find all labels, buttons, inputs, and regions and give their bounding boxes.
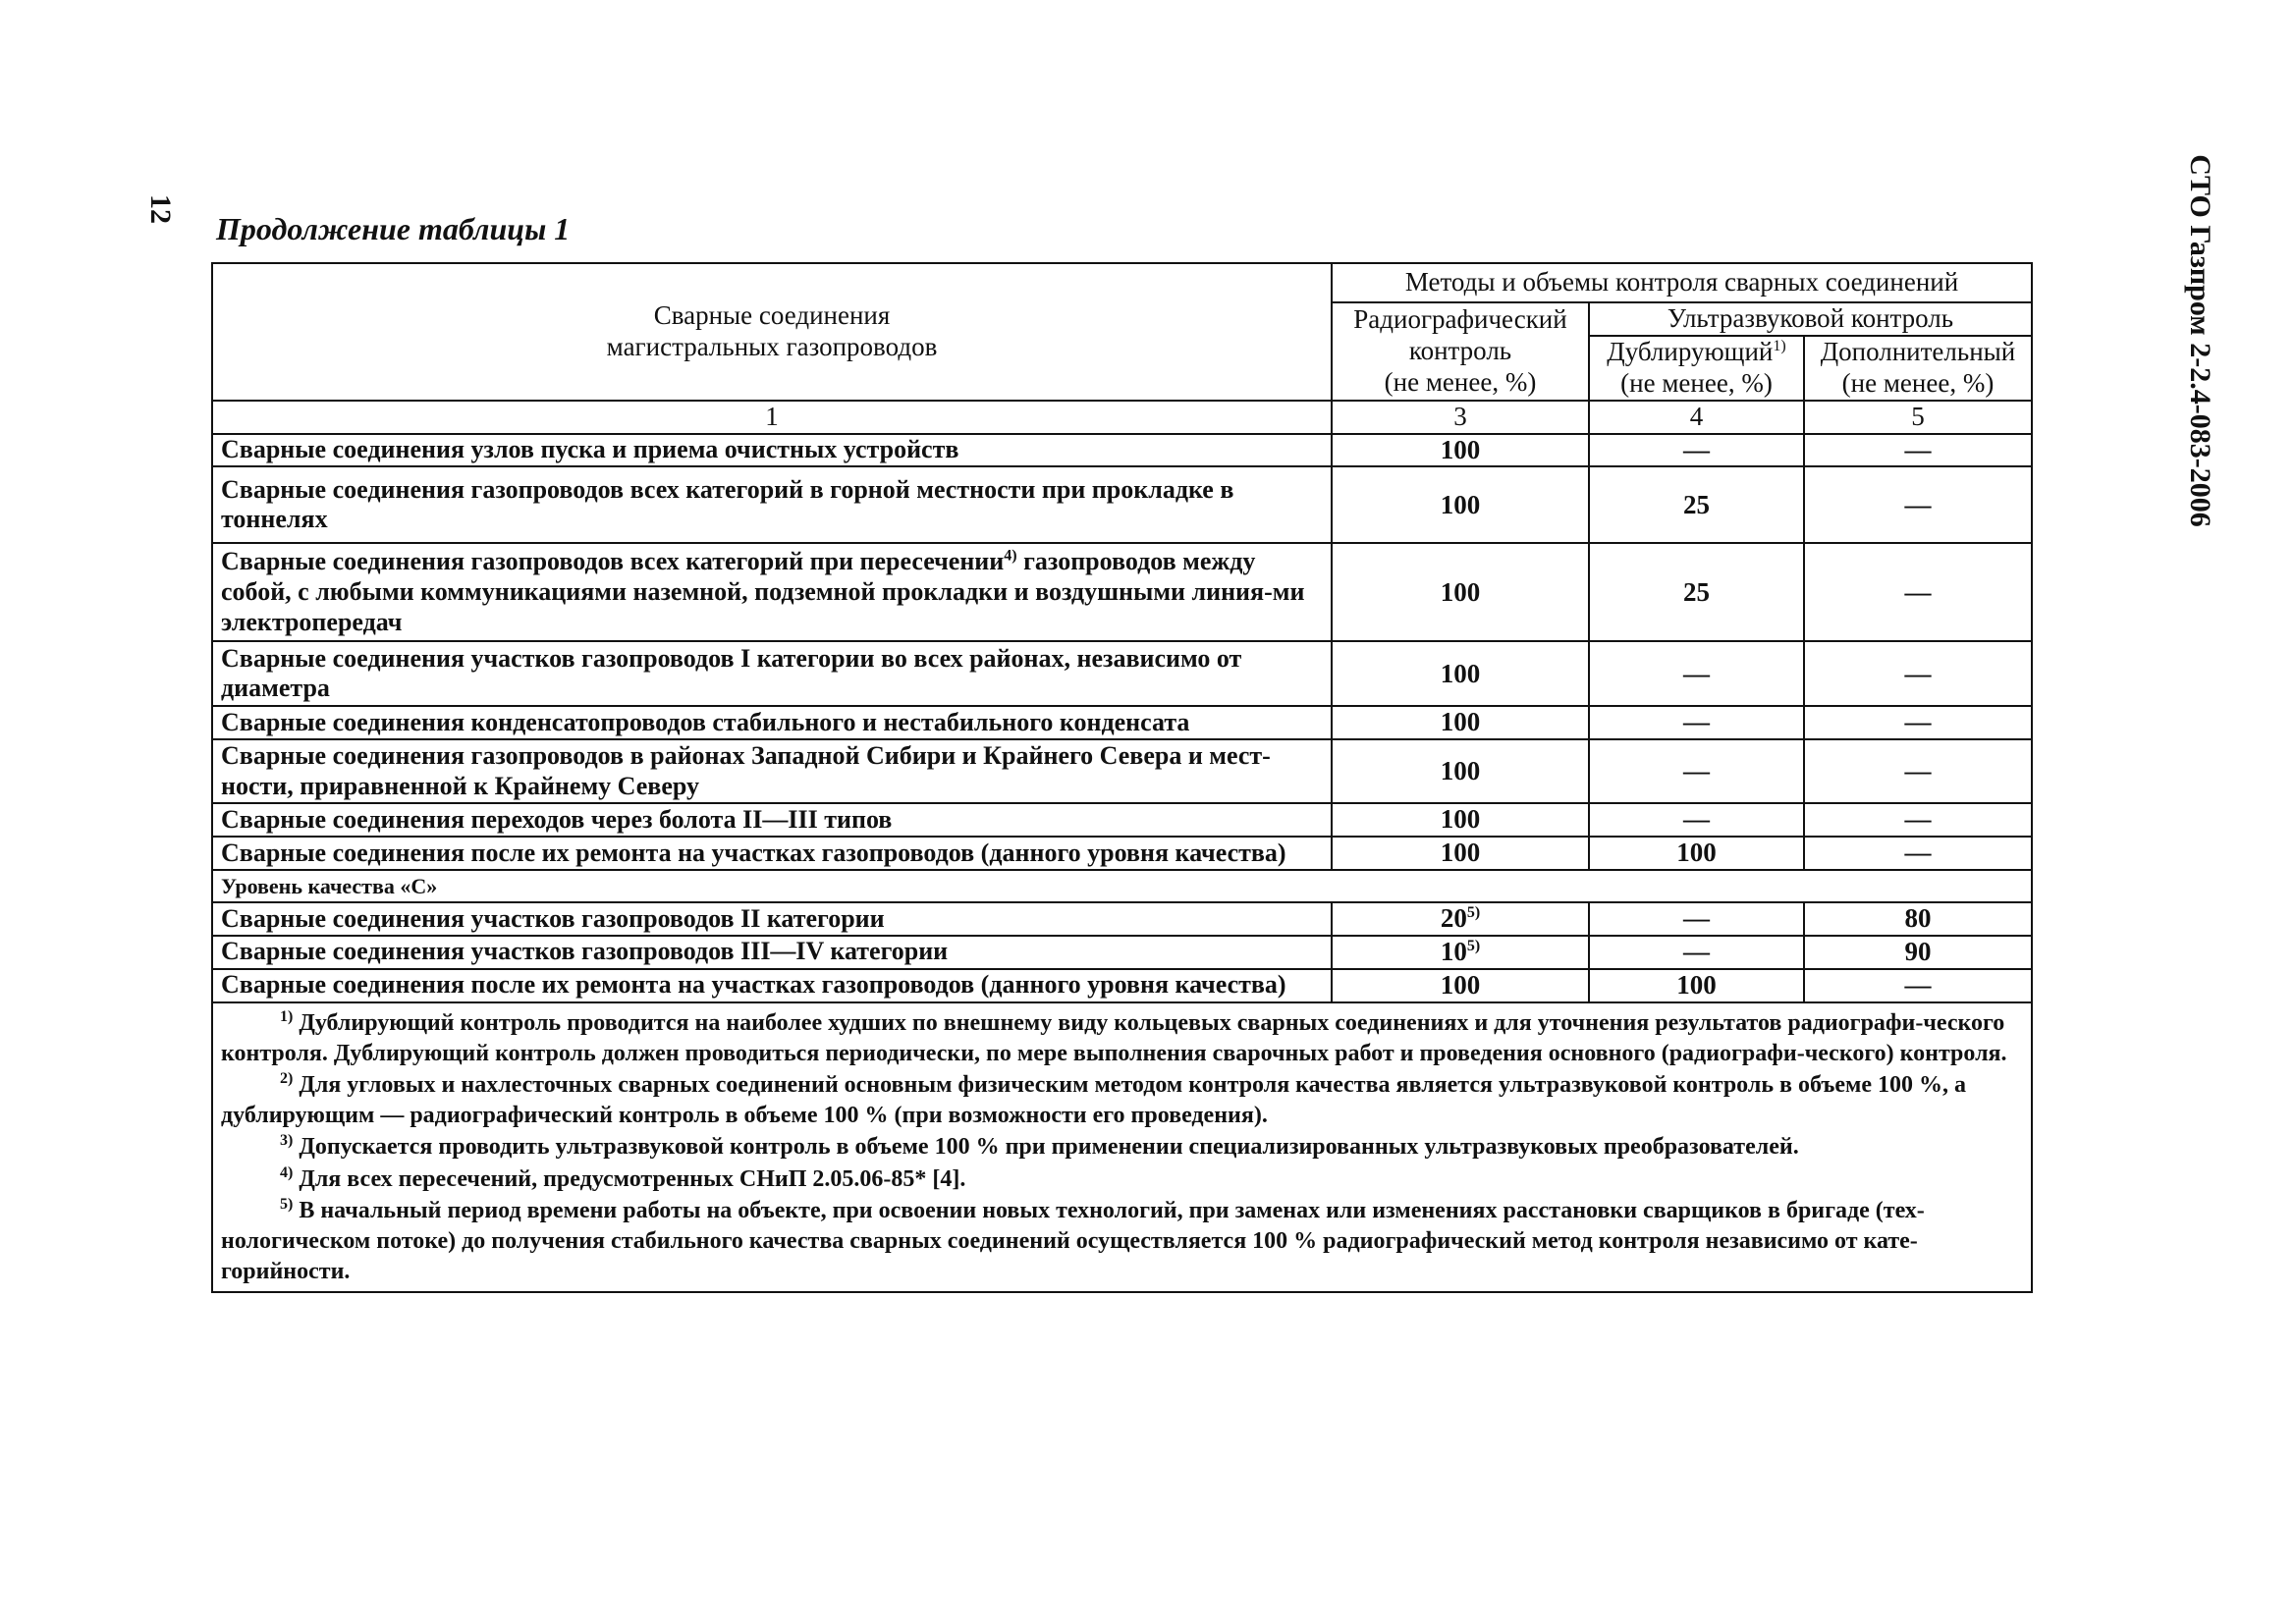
section-row xyxy=(212,870,2032,902)
header-ultrasonic: Ультразвуковой контроль xyxy=(1589,302,2032,336)
footnote: $^{5)}$ В начальный период времени работы на объекте, при освоении новых технологий, при заменах или изменениях расстановки сварщиков в бригаде (тех-нологическом потоке) до получения стабильного качества сварных соединений осуществляется 100 % радиографический метод контроля независимо от кате-горийности. xyxy=(221,1195,1925,1285)
table-row: Сварные соединения участков газопроводов II категории 20$^{5)}$ — 80 xyxy=(212,902,2032,936)
table-row: Сварные соединения участков газопроводов I категории во всех районах, независимо от диаметра 100 — — xyxy=(212,641,2032,706)
table-row: Сварные соединения узлов пуска и приема очистных устройств 100 — — xyxy=(212,434,2032,467)
header-welds: Сварные соединения магистральных газопроводов xyxy=(212,263,1332,401)
footnotes-row xyxy=(212,1002,2032,1293)
footnote: $^{2)}$ Для угловых и нахлесточных сварных соединений основным физическим методом контроля качества является ультразвуковой контроль в объеме 100 %, а дублирующим — радиографический контроль в объеме 100 % (при возможности его проведения). xyxy=(221,1069,1967,1129)
table-row: Сварные соединения конденсатопроводов стабильного и нестабильного конденсата 100 — — xyxy=(212,706,2032,739)
header-additional: Дополнительный (не менее, %) xyxy=(1804,336,2032,401)
weld-control-table xyxy=(211,262,2033,1293)
header-methods: Методы и объемы контроля сварных соединений xyxy=(1332,263,2032,302)
table-row: Сварные соединения участков газопроводов III—IV категории 10$^{5)}$ — 90 xyxy=(212,936,2032,969)
document-code: СТО Газпром 2-2.4-083-2006 xyxy=(2184,154,2216,527)
table-row: Сварные соединения газопроводов всех категорий в горной местности при прокладке в тоннелях 100 25 — xyxy=(212,466,2032,543)
header-duplicate: Дублирующий$^{1)}$ (не менее, %) xyxy=(1589,336,1804,401)
footnote: $^{1)}$ Дублирующий контроль проводится на наиболее худших по внешнему виду кольцевых сварных соединениях и для уточнения результатов радиографи-ческого контроля. Дублирующий контроль должен проводиться периодически, по мере выполнения сварочных работ и проведения основного (радиографи-ческого) контроля. xyxy=(221,1007,2007,1066)
table-row: Сварные соединения после их ремонта на участках газопроводов (данного уровня качества) 100 100 — xyxy=(212,969,2032,1002)
table-row: Сварные соединения после их ремонта на участках газопроводов (данного уровня качества) 100 100 — xyxy=(212,837,2032,870)
table-row: Сварные соединения переходов через болота II—III типов 100 — — xyxy=(212,803,2032,837)
footnote: $^{3)}$ Допускается проводить ультразвуковой контроль в объеме 100 % при применении специализированных ультразвуковых преобразователей. xyxy=(280,1132,1799,1161)
footnote: $^{4)}$ Для всех пересечений, предусмотренных СНиП 2.05.06-85* [4]. xyxy=(280,1163,966,1192)
header-radiographic: Радиографический контроль (не менее, %) xyxy=(1332,302,1589,401)
section-quality-c: Уровень качества «С» xyxy=(212,870,2032,902)
column-numbers-row: 1 3 4 5 xyxy=(212,401,2032,434)
table-row: Сварные соединения газопроводов всех категорий при пересечении$^{4)}$ газопроводов между собой, с любыми коммуникациями наземной, подземной прокладки и воздушными линия-ми электропередач 100 25 — xyxy=(212,543,2032,641)
table-caption: Продолжение таблицы 1 xyxy=(216,211,571,246)
table-row: Сварные соединения газопроводов в районах Западной Сибири и Крайнего Севера и мест-ности, приравненной к Крайнему Северу 100 — — xyxy=(212,739,2032,803)
footnotes xyxy=(212,1002,2032,1293)
page-number: 12 xyxy=(144,194,177,224)
